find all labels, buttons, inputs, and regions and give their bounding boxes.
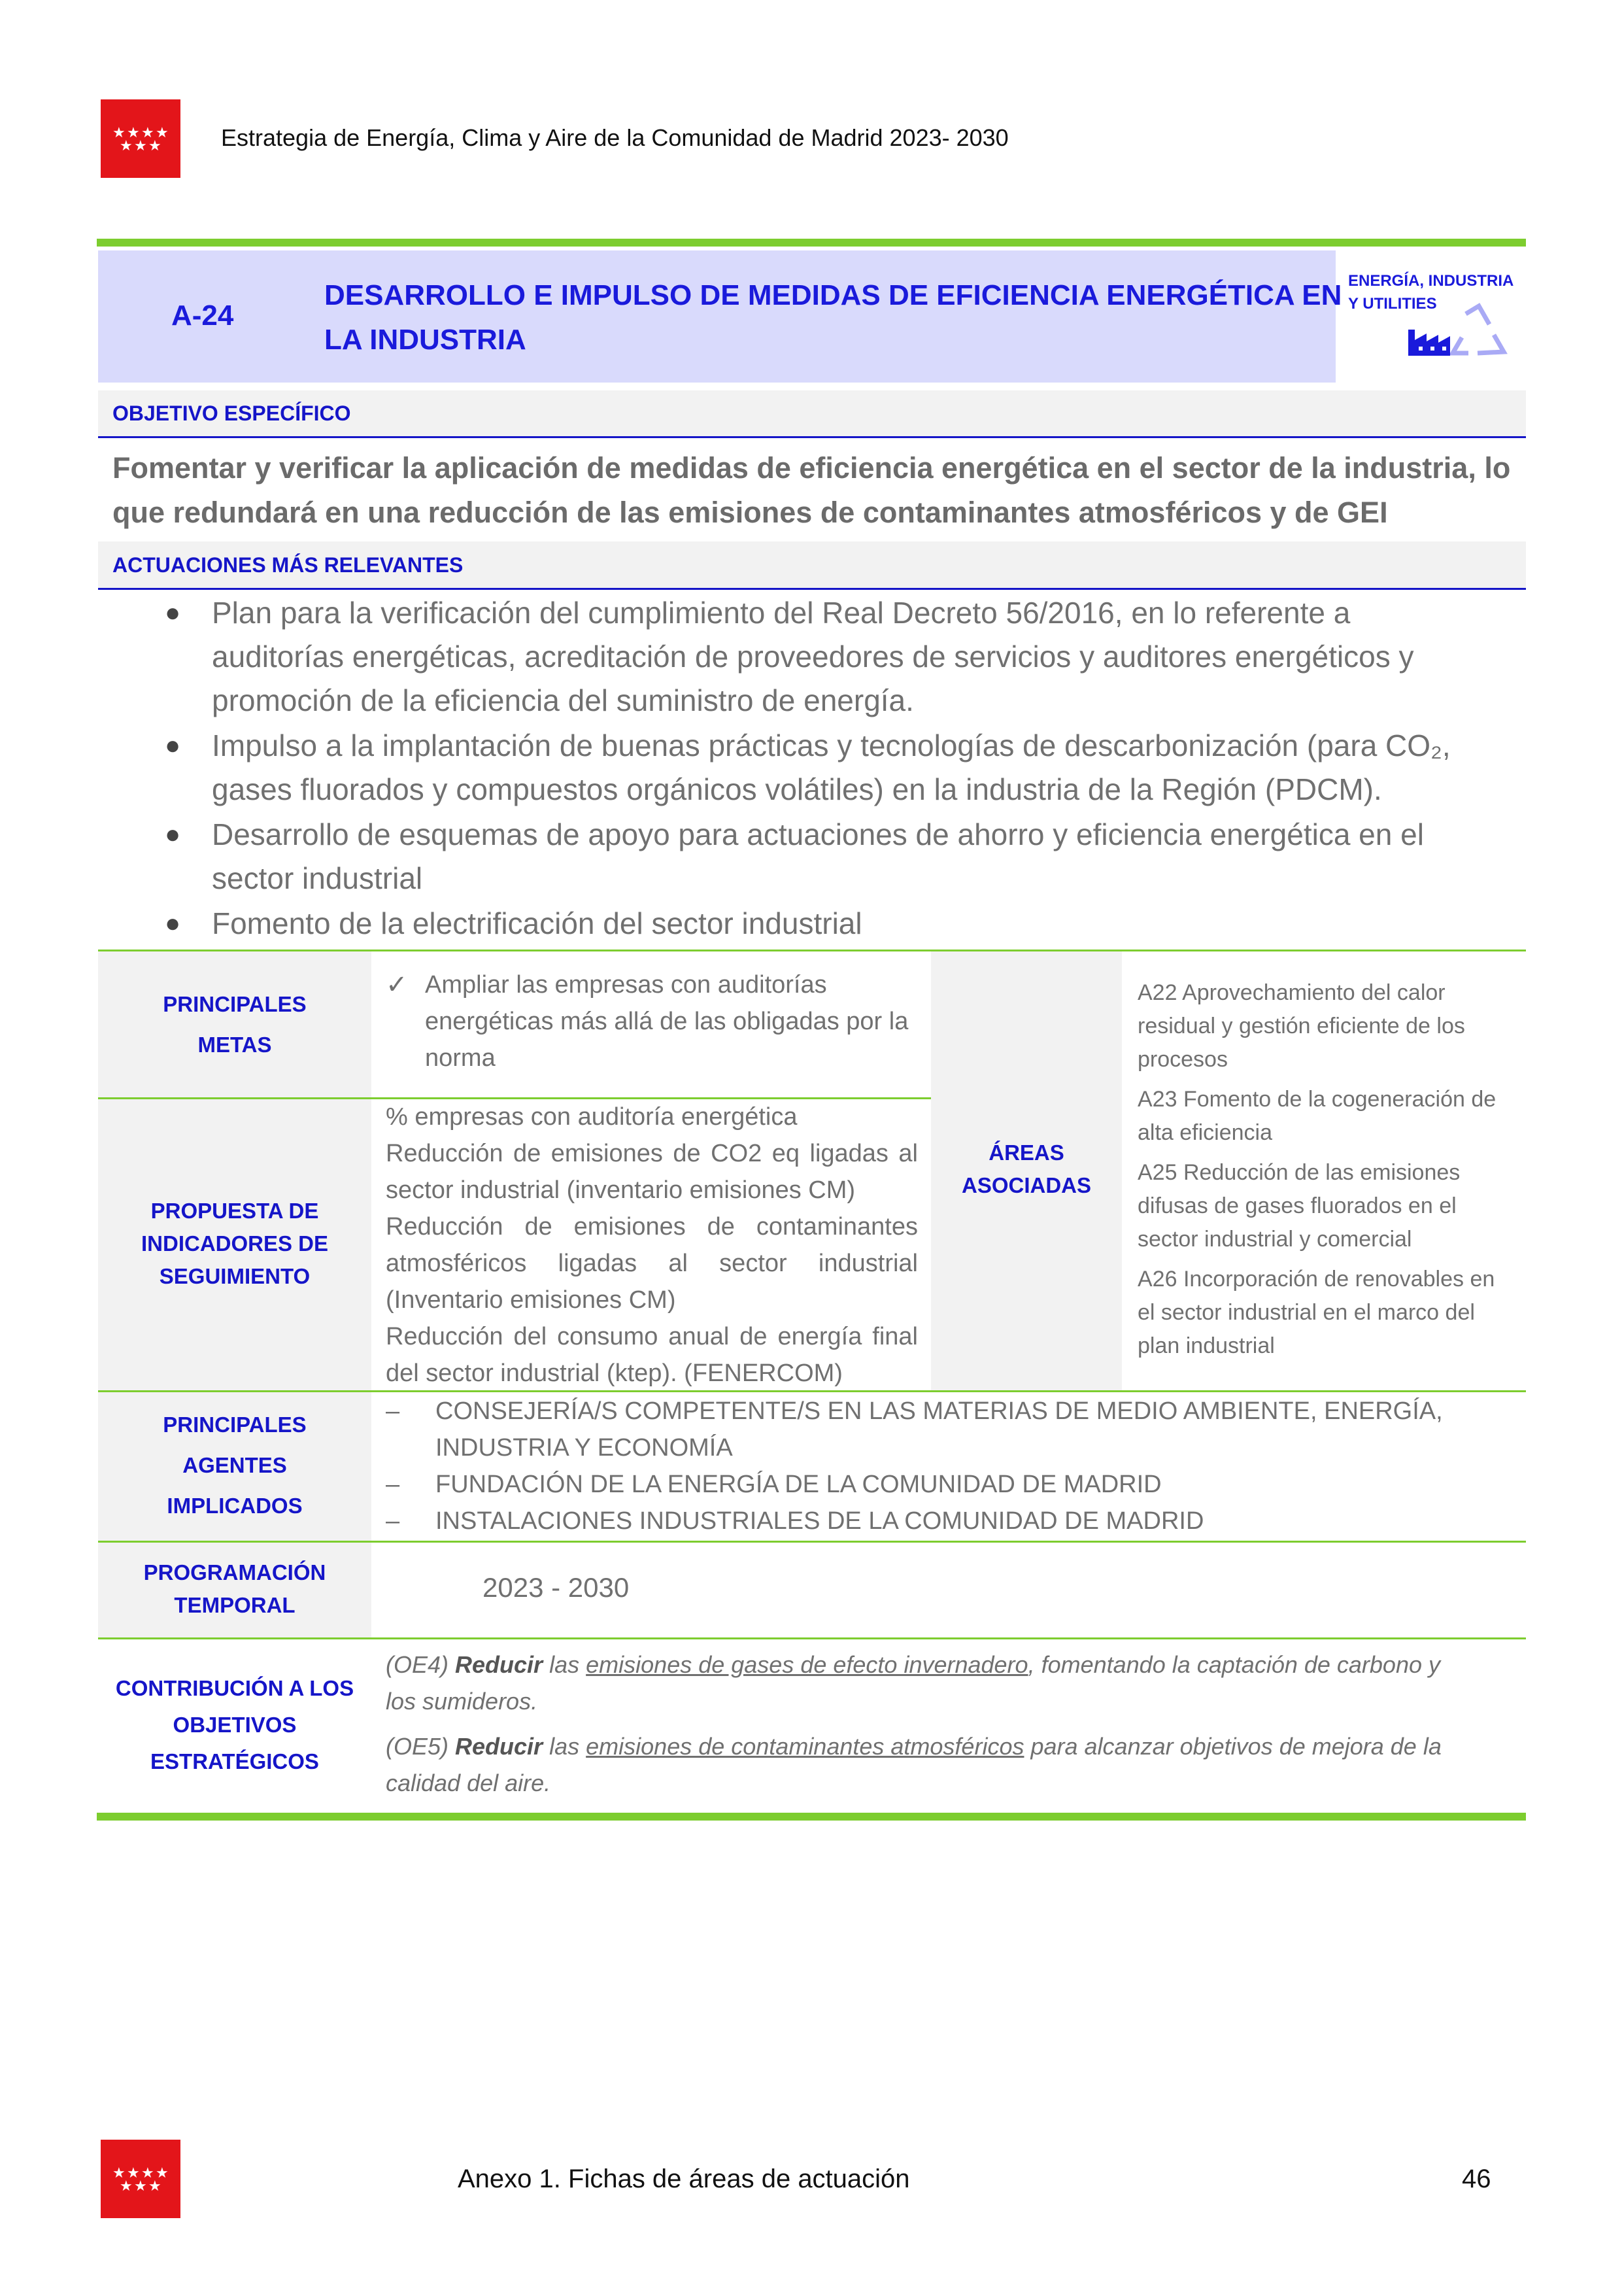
oe4-verb: Reducir <box>455 1651 543 1678</box>
table-rule <box>98 1541 1526 1543</box>
indicators-list <box>386 1099 918 1392</box>
indicator-item: Reducción de emisiones de CO2 eq ligadas al sector industrial (inventario emisiones CM) <box>386 1140 918 1204</box>
svg-text:★: ★ <box>112 2165 126 2182</box>
oe5-line2: calidad del aire. <box>386 1770 551 1796</box>
svg-text:★: ★ <box>148 2178 161 2195</box>
card-code: A-24 <box>171 300 234 332</box>
top-rule <box>97 239 1526 247</box>
oe4-rest: , fomentando la captación de carbono y <box>1028 1651 1440 1678</box>
contrib-label-line: CONTRIBUCIÓN A LOS <box>115 1676 354 1700</box>
agents-label-line: AGENTES <box>182 1453 287 1477</box>
category-line1: ENERGÍA, INDUSTRIA <box>1348 272 1514 290</box>
agent-line: INDUSTRIA Y ECONOMÍA <box>435 1434 733 1462</box>
oe5-line1 <box>386 1728 1517 1765</box>
action-line: promoción de la eficiencia del suministro de energía. <box>212 683 914 717</box>
action-line: auditorías energéticas, acreditación de proveedores de servicios y auditores energéticos y <box>212 640 1414 674</box>
svg-text:★: ★ <box>148 138 161 154</box>
metas-text: Ampliar las empresas con auditorías energéticas más allá de las obligadas por la norma <box>425 971 909 1072</box>
schedule-label <box>98 1556 371 1622</box>
svg-text:★: ★ <box>112 125 126 141</box>
actions-list <box>101 591 1526 946</box>
oe4-link: emisiones de gases de efecto invernadero <box>586 1651 1028 1678</box>
indicators-label-line: PROPUESTA DE <box>150 1199 319 1223</box>
areas-label-line: ASOCIADAS <box>961 1173 1092 1197</box>
schedule-label-line: TEMPORAL <box>174 1593 296 1617</box>
svg-text:★: ★ <box>156 2165 169 2182</box>
agent-item <box>386 1466 1523 1503</box>
svg-text:★: ★ <box>120 138 133 154</box>
agents-label <box>98 1405 371 1526</box>
contrib-oe5 <box>386 1728 1517 1802</box>
svg-text:★: ★ <box>141 125 154 141</box>
agent-line: FUNDACIÓN DE LA ENERGÍA DE LA COMUNIDAD DE MADRID <box>435 1471 1162 1498</box>
bullet-icon: ● <box>165 820 181 849</box>
oe5-link: emisiones de contaminantes atmosféricos <box>586 1733 1024 1760</box>
card-title-line1: DESARROLLO E IMPULSO DE MEDIDAS DE EFICIENCIA ENERGÉTICA EN <box>324 279 1342 311</box>
areas-list <box>1138 976 1517 1363</box>
action-line: Plan para la verificación del cumplimiento del Real Decreto 56/2016, en lo referente a <box>212 596 1351 630</box>
agents-label-line: IMPLICADOS <box>167 1494 303 1518</box>
svg-text:★: ★ <box>141 2165 154 2182</box>
footer-logo <box>101 2140 180 2218</box>
action-item <box>101 591 1526 723</box>
dash-icon: – <box>386 1471 400 1498</box>
contrib-label-line: OBJETIVOS <box>173 1713 297 1737</box>
agent-line: CONSEJERÍA/S COMPETENTE/S EN LAS MATERIAS DE MEDIO AMBIENTE, ENERGÍA, <box>435 1397 1443 1425</box>
agent-line: INSTALACIONES INDUSTRIALES DE LA COMUNIDAD DE MADRID <box>435 1507 1204 1535</box>
action-item <box>101 902 1526 946</box>
card-title <box>324 273 1342 362</box>
actions-label: ACTUACIONES MÁS RELEVANTES <box>112 553 464 577</box>
metas-label <box>98 984 371 1065</box>
oe5-verb: Reducir <box>455 1733 543 1760</box>
oe5-rest: para alcanzar objetivos de mejora de la <box>1030 1733 1442 1760</box>
indicators-label <box>98 1195 371 1293</box>
action-line: Desarrollo de esquemas de apoyo para actuaciones de ahorro y eficiencia energética en el <box>212 817 1424 851</box>
schedule-value: 2023 - 2030 <box>482 1572 630 1603</box>
dash-icon: – <box>386 1397 400 1425</box>
indicator-item: Reducción del consumo anual de energía final del sector industrial (ktep). (FENERCOM) <box>386 1323 918 1387</box>
schedule-label-line: PROGRAMACIÓN <box>143 1560 326 1584</box>
agents-label-line: PRINCIPALES <box>163 1412 307 1437</box>
objective-text <box>112 446 1525 535</box>
oe4-code: (OE4) <box>386 1651 449 1678</box>
area-item: A26 Incorporación de renovables en el sector industrial en el marco del plan industrial <box>1138 1267 1495 1358</box>
svg-text:★: ★ <box>134 138 147 154</box>
indicators-label-line: SEGUIMIENTO <box>159 1264 311 1288</box>
action-line: gases fluorados y compuestos orgánicos volátiles) en la industria de la Región (PDCM). <box>212 772 1382 806</box>
bullet-icon: ● <box>165 598 181 627</box>
objective-line2: que redundará en una reducción de las emisiones de contaminantes atmosféricos y de GEI <box>112 496 1388 529</box>
area-item: A23 Fomento de la cogeneración de alta eficiencia <box>1138 1087 1497 1145</box>
bottom-rule <box>97 1813 1526 1821</box>
agent-item <box>386 1393 1523 1466</box>
svg-text:★: ★ <box>127 125 140 141</box>
contrib-oe4 <box>386 1647 1517 1720</box>
metas-label-line: PRINCIPALES <box>163 992 307 1016</box>
metas-label-line: METAS <box>197 1033 272 1057</box>
oe4-line2: los sumideros. <box>386 1688 538 1715</box>
madrid-logo <box>101 99 180 178</box>
action-line: sector industrial <box>212 861 423 895</box>
card-title-line2: LA INDUSTRIA <box>324 324 526 356</box>
table-rule <box>98 1637 1526 1639</box>
indicator-item: % empresas con auditoría energética <box>386 1103 798 1131</box>
agent-item <box>386 1503 1523 1539</box>
areas-label <box>931 1137 1122 1202</box>
oe5-pre: las <box>549 1733 580 1760</box>
area-item: A25 Reducción de las emisiones difusas de gases fluorados en el sector industrial y comercial <box>1138 1160 1461 1252</box>
bullet-icon: ● <box>165 731 181 760</box>
category-line2: Y UTILITIES <box>1348 295 1437 313</box>
actions-rule <box>98 588 1526 590</box>
factory-recycle-icon <box>1406 301 1510 363</box>
stars-icon <box>101 2140 180 2218</box>
objective-rule <box>98 436 1526 438</box>
dash-icon: – <box>386 1507 400 1535</box>
oe5-code: (OE5) <box>386 1733 449 1760</box>
running-title: Estrategia de Energía, Clima y Aire de la Comunidad de Madrid 2023- 2030 <box>221 124 1009 151</box>
indicator-item: Reducción de emisiones de contaminantes atmosféricos ligadas al sector industrial (Inventario emisiones CM) <box>386 1213 918 1314</box>
indicators-label-line: INDICADORES DE <box>141 1231 329 1256</box>
svg-text:★: ★ <box>156 125 169 141</box>
objective-line1: Fomentar y verificar la aplicación de medidas de eficiencia energética en el sector de la industria, lo <box>112 451 1511 485</box>
svg-text:★: ★ <box>134 2178 147 2195</box>
objective-label: OBJETIVO ESPECÍFICO <box>112 402 351 425</box>
action-line: Fomento de la electrificación del sector industrial <box>212 906 862 940</box>
svg-text:★: ★ <box>127 2165 140 2182</box>
areas-label-line: ÁREAS <box>989 1140 1064 1165</box>
contrib-label <box>98 1670 371 1780</box>
oe4-line1 <box>386 1647 1517 1683</box>
agents-list <box>386 1393 1523 1539</box>
page-number: 46 <box>1462 2165 1491 2193</box>
check-icon: ✓ <box>386 970 408 999</box>
table-rule <box>98 950 1526 951</box>
area-item: A22 Aprovechamiento del calor residual y gestión eficiente de los procesos <box>1138 980 1465 1072</box>
svg-text:★: ★ <box>120 2178 133 2195</box>
action-item <box>101 724 1526 812</box>
footer-annex: Anexo 1. Fichas de áreas de actuación <box>458 2165 910 2193</box>
bullet-icon: ● <box>165 909 181 938</box>
action-line: Impulso a la implantación de buenas prácticas y tecnologías de descarbonización (para CO₂, <box>212 728 1451 762</box>
action-item <box>101 813 1526 900</box>
stars-icon <box>101 99 180 178</box>
oe4-pre: las <box>549 1651 580 1678</box>
contrib-label-line: ESTRATÉGICOS <box>150 1749 319 1773</box>
